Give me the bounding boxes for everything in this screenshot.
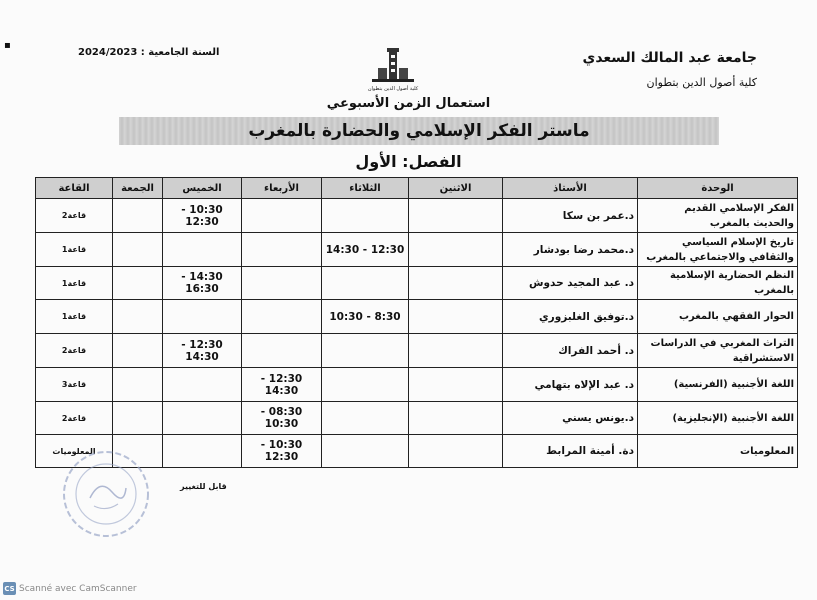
header-professor: الأستاذ bbox=[503, 178, 638, 199]
table-row bbox=[36, 334, 798, 368]
header-wednesday: الأربعاء bbox=[242, 178, 322, 199]
table-row bbox=[36, 199, 798, 233]
professor-cell: د.عمر بن سكا bbox=[503, 199, 638, 233]
wednesday-cell: 10:30 - 12:30 bbox=[242, 435, 322, 468]
table-row bbox=[36, 300, 798, 334]
unit-cell: الحوار الفقهي بالمغرب bbox=[638, 300, 798, 334]
tuesday-cell bbox=[322, 402, 409, 435]
hall-cell: قاعة1 bbox=[36, 233, 113, 267]
professor-cell: د.يونس يسني bbox=[503, 402, 638, 435]
friday-cell bbox=[113, 199, 163, 233]
table-row bbox=[36, 402, 798, 435]
wednesday-cell bbox=[242, 199, 322, 233]
unit-cell: المعلوميات bbox=[638, 435, 798, 468]
logo-caption: كلية أصول الدين بتطوان bbox=[367, 86, 419, 92]
professor-cell: دة. أمينة المرابط bbox=[503, 435, 638, 468]
friday-cell bbox=[113, 300, 163, 334]
professor-cell: د. عبد الإلاه بتهامي bbox=[503, 368, 638, 402]
thursday-cell: 10:30 - 12:30 bbox=[163, 199, 242, 233]
table-row bbox=[36, 233, 798, 267]
unit-cell: النظم الحضارية الإسلامية بالمغرب bbox=[638, 267, 798, 300]
table-row bbox=[36, 368, 798, 402]
header-tuesday: الثلاثاء bbox=[322, 178, 409, 199]
wednesday-cell bbox=[242, 300, 322, 334]
schedule-table bbox=[35, 177, 798, 468]
scan-mark: ▪ bbox=[4, 40, 11, 51]
unit-cell: الفكر الإسلامي القديم والحديث بالمغرب bbox=[638, 199, 798, 233]
thursday-cell: 14:30 - 16:30 bbox=[163, 267, 242, 300]
thursday-cell bbox=[163, 233, 242, 267]
professor-cell: د.محمد رضا بودشار bbox=[503, 233, 638, 267]
tuesday-cell: 12:30 - 14:30 bbox=[322, 233, 409, 267]
tuesday-cell bbox=[322, 267, 409, 300]
friday-cell bbox=[113, 402, 163, 435]
monday-cell bbox=[409, 402, 503, 435]
professor-cell: د.توفيق الغلبزوري bbox=[503, 300, 638, 334]
unit-cell: اللغة الأجنبية (الفرنسية) bbox=[638, 368, 798, 402]
university-name: جامعة عبد المالك السعدي bbox=[582, 50, 757, 66]
friday-cell bbox=[113, 267, 163, 300]
schedule-subtitle: استعمال الزمن الأسبوعي bbox=[326, 96, 491, 111]
tuesday-cell bbox=[322, 435, 409, 468]
official-stamp-icon bbox=[60, 448, 152, 540]
professor-cell: د. أحمد الفراك bbox=[503, 334, 638, 368]
monday-cell bbox=[409, 199, 503, 233]
thursday-cell: 12:30 - 14:30 bbox=[163, 334, 242, 368]
thursday-cell bbox=[163, 435, 242, 468]
monday-cell bbox=[409, 435, 503, 468]
monday-cell bbox=[409, 233, 503, 267]
unit-cell: اللغة الأجنبية (الإنجليزية) bbox=[638, 402, 798, 435]
header-thursday: الخميس bbox=[163, 178, 242, 199]
tuesday-cell bbox=[322, 199, 409, 233]
unit-cell: التراث المغربي في الدراسات الاستشراقية bbox=[638, 334, 798, 368]
program-title: ماستر الفكر الإسلامي والحضارة بالمغرب bbox=[248, 121, 590, 141]
friday-cell bbox=[113, 233, 163, 267]
wednesday-cell bbox=[242, 267, 322, 300]
scanner-footer bbox=[3, 582, 137, 595]
monday-cell bbox=[409, 300, 503, 334]
hall-cell: قاعة2 bbox=[36, 334, 113, 368]
semester-title: الفصل: الأول bbox=[355, 152, 462, 171]
academic-year: السنة الجامعية : 2024/2023 bbox=[78, 47, 220, 58]
monday-cell bbox=[409, 368, 503, 402]
university-logo-icon bbox=[366, 46, 420, 94]
hall-cell: قاعة2 bbox=[36, 402, 113, 435]
tuesday-cell bbox=[322, 368, 409, 402]
wednesday-cell: 08:30 - 10:30 bbox=[242, 402, 322, 435]
scanner-footer-text: Scanné avec CamScanner bbox=[19, 583, 137, 594]
tuesday-cell bbox=[322, 334, 409, 368]
institution-header bbox=[582, 50, 757, 89]
header-monday: الاثنين bbox=[409, 178, 503, 199]
friday-cell bbox=[113, 368, 163, 402]
hall-cell: المعلوميات bbox=[36, 435, 113, 468]
header-friday: الجمعة bbox=[113, 178, 163, 199]
monday-cell bbox=[409, 334, 503, 368]
hall-cell: قاعة1 bbox=[36, 300, 113, 334]
wednesday-cell bbox=[242, 233, 322, 267]
thursday-cell bbox=[163, 402, 242, 435]
wednesday-cell bbox=[242, 334, 322, 368]
header-hall: القاعة bbox=[36, 178, 113, 199]
wednesday-cell: 12:30 - 14:30 bbox=[242, 368, 322, 402]
program-title-banner bbox=[119, 117, 719, 145]
monday-cell bbox=[409, 267, 503, 300]
professor-cell: د. عبد المجيد حدوش bbox=[503, 267, 638, 300]
tuesday-cell: 8:30 - 10:30 bbox=[322, 300, 409, 334]
table-row bbox=[36, 267, 798, 300]
table-header-row bbox=[36, 178, 798, 199]
thursday-cell bbox=[163, 368, 242, 402]
subject-to-change-note: قابل للتغيير bbox=[180, 482, 227, 491]
hall-cell: قاعة3 bbox=[36, 368, 113, 402]
thursday-cell bbox=[163, 300, 242, 334]
friday-cell bbox=[113, 334, 163, 368]
hall-cell: قاعة1 bbox=[36, 267, 113, 300]
camscanner-icon: CS bbox=[3, 582, 16, 595]
header-unit: الوحدة bbox=[638, 178, 798, 199]
unit-cell: تاريخ الإسلام السياسي والثقافي والاجتماعي بالمغرب bbox=[638, 233, 798, 267]
faculty-name: كلية أصول الدين بتطوان bbox=[646, 76, 757, 89]
hall-cell: قاعة2 bbox=[36, 199, 113, 233]
